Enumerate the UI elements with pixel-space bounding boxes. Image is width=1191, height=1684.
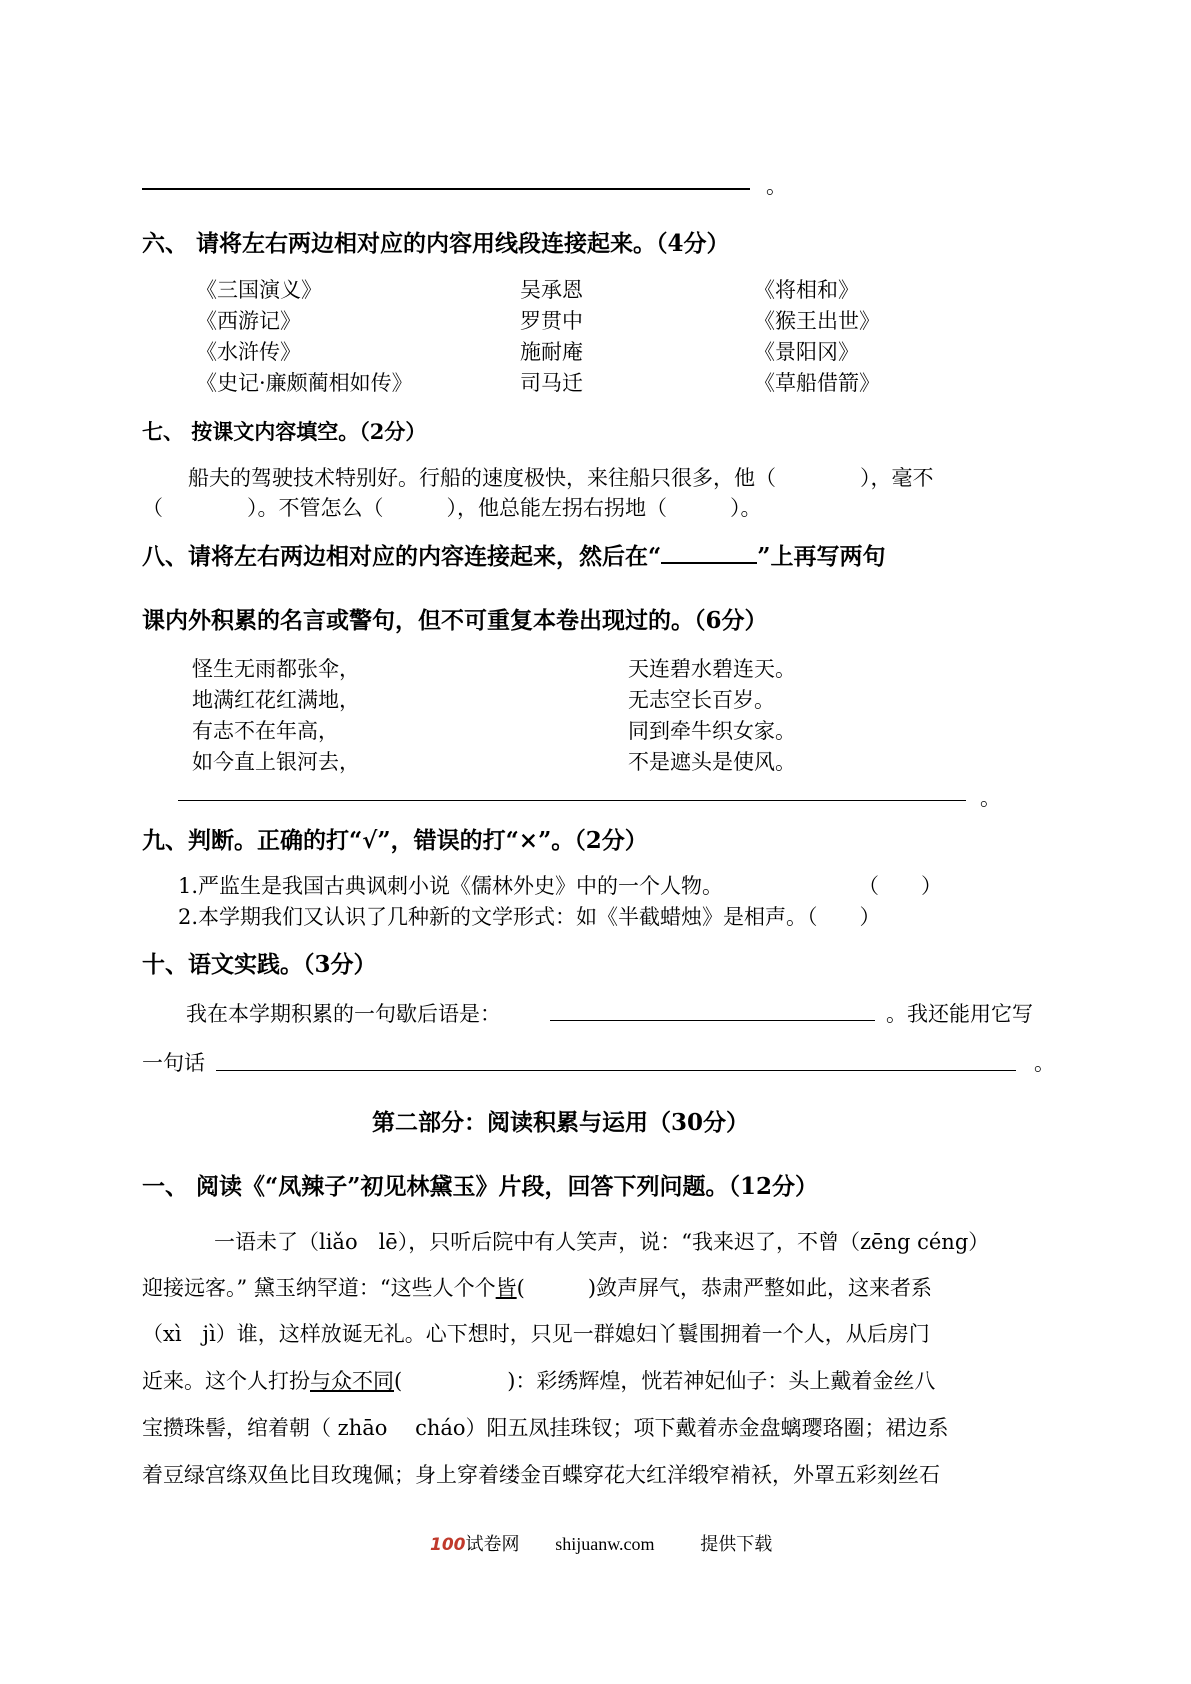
period: 。: [766, 174, 787, 198]
q8-heading-line-1: [142, 538, 885, 571]
r1-line-2-a: 迎接远客。” 黛玉纳罕道：“这些人个个: [142, 1276, 496, 1300]
q9-item-1: 1.严监生是我国古典讽刺小说《儒林外史》中的一个人物。: [178, 874, 724, 898]
q6-col3-item-1: 《将相和》: [754, 278, 859, 302]
q6-col2-item-3: 施耐庵: [520, 340, 583, 364]
q8-left-item-4: 如今直上银河去，: [192, 750, 360, 774]
q6-col1-item-2: 《西游记》: [196, 309, 301, 333]
q6-col1-item-1: 《三国演义》: [196, 278, 322, 302]
footer-site-name: 试卷网: [465, 1534, 520, 1555]
part2-title: 第二部分：阅读积累与运用（30分）: [372, 1109, 750, 1136]
q6-col1-item-3: 《水浒传》: [196, 340, 301, 364]
q10-line-2-a: 一句话: [142, 1051, 205, 1075]
r1-heading: 一、 阅读《“凤辣子”初见林黛玉》片段，回答下列问题。（12分）: [142, 1173, 818, 1200]
r1-paragraph-line-3: （xì jì）谁，这样放诞无礼。心下想时，只见一群媳妇丫鬟围拥着一个人，从后房门: [142, 1322, 930, 1346]
r1-line-4-b: ( )：彩绣辉煌，恍若神妃仙子：头上戴着金丝八: [394, 1369, 936, 1393]
q8-right-item-4: 不是遮头是使风。: [628, 750, 796, 774]
q6-col2-item-2: 罗贯中: [520, 309, 583, 333]
r1-line-4-a: 近来。这个人打扮: [142, 1369, 310, 1393]
q9-item-1-paren: （ ）: [858, 874, 942, 898]
q8-left-item-1: 怪生无雨都张伞，: [192, 657, 360, 681]
q10-line-1-b: 。我还能用它写: [886, 1002, 1033, 1026]
q6-col3-item-4: 《草船借箭》: [754, 371, 880, 395]
r1-paragraph-line-5: 宝攒珠髻，绾着朝（ zhāo cháo）阳五凤挂珠钗；项下戴着赤金盘螭璎珞圈；裙边系: [142, 1416, 949, 1440]
q9-item-2: 2.本学期我们又认识了几种新的文学形式：如《半截蜡烛》是相声。（ ）: [178, 905, 881, 929]
q8-left-item-3: 有志不在年高，: [192, 719, 339, 743]
q8-period: 。: [980, 786, 1001, 810]
q8-right-item-1: 天连碧水碧连天。: [628, 657, 796, 681]
r1-paragraph-line-2: [142, 1272, 932, 1302]
q8-answer-line: [178, 800, 966, 801]
r1-underlined-word-1: 皆: [495, 1276, 517, 1300]
r1-paragraph-line-1: 一语未了（liǎo lē），只听后院中有人笑声，说：“我来迟了，不曾（zēng céng）: [214, 1230, 990, 1254]
q6-col3-item-2: 《猴王出世》: [754, 309, 880, 333]
q6-col1-item-4: 《史记·廉颇蔺相如传》: [196, 371, 413, 395]
q10-answer-line-2: [216, 1070, 1016, 1071]
q6-col2-item-1: 吴承恩: [520, 278, 583, 302]
footer-domain[interactable]: shijuanw.com: [555, 1534, 655, 1554]
logo-icon: 100: [430, 1535, 466, 1555]
q6-col3-item-3: 《景阳冈》: [754, 340, 859, 364]
footer: [430, 1530, 772, 1556]
q7-text-line-1: 船夫的驾驶技术特别好。行船的速度极快，来往船只很多，他（ ），毫不: [188, 466, 934, 490]
q8-right-item-3: 同到牵牛织女家。: [628, 719, 796, 743]
q9-heading: 九、判断。正确的打“√”，错误的打“×”。（2分）: [142, 827, 648, 854]
q8-blank: [661, 544, 757, 564]
q7-heading: 七、 按课文内容填空。（2分）: [142, 419, 427, 444]
q8-left-item-2: 地满红花红满地，: [192, 688, 360, 712]
q10-line-1-a: 我在本学期积累的一句歇后语是：: [186, 1002, 501, 1026]
q8-heading-line-2: 课内外积累的名言或警句，但不可重复本卷出现过的。（6分）: [142, 607, 768, 634]
footer-note: 提供下载: [700, 1534, 773, 1555]
q10-answer-line-1: [550, 1020, 875, 1021]
q8-heading-part-a: 八、请将左右两边相对应的内容连接起来，然后在“: [142, 543, 662, 570]
q10-heading: 十、语文实践。（3分）: [142, 951, 377, 978]
r1-paragraph-line-4: [142, 1365, 935, 1395]
answer-line: [142, 188, 750, 190]
q6-col2-item-4: 司马迁: [520, 371, 583, 395]
r1-paragraph-line-6: 着豆绿宫绦双鱼比目玫瑰佩；身上穿着缕金百蝶穿花大红洋缎窄褃袄，外罩五彩刻丝石: [142, 1463, 940, 1487]
q6-heading: 六、 请将左右两边相对应的内容用线段连接起来。（4分）: [142, 230, 730, 257]
q7-text-line-2: （ ）。不管怎么（ ），他总能左拐右拐地（ ）。: [142, 496, 762, 520]
q8-right-item-2: 无志空长百岁。: [628, 688, 775, 712]
q8-heading-part-b: ”上再写两句: [757, 543, 886, 570]
r1-underlined-word-2: 与众不同: [310, 1369, 394, 1393]
q10-line-2-b: 。: [1034, 1051, 1055, 1075]
r1-line-2-b: ( )敛声屏气，恭肃严整如此，这来者系: [516, 1276, 933, 1300]
